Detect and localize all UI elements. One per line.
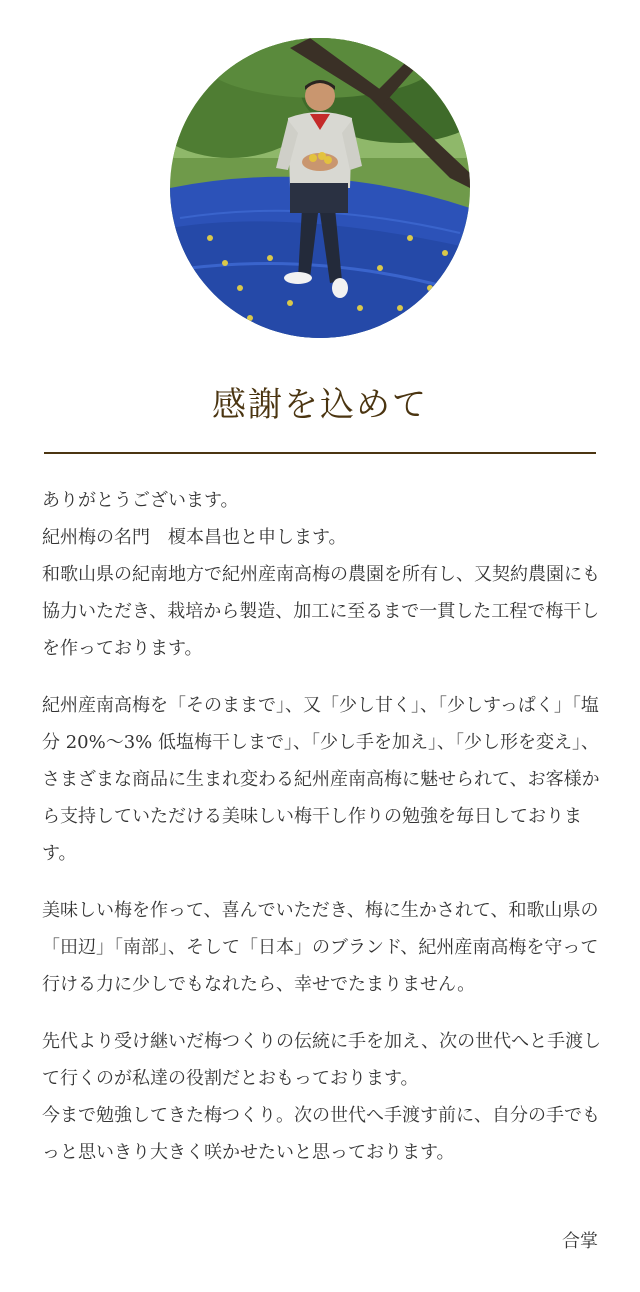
paragraph-line: 紀州産南高梅を「そのままで」、又「少し甘く」、「少しすっぱく」「塩分 20%〜3% 低塩梅干しまで」、「少し手を加え」、「少し形を変え」、さまざまな商品に生まれ変わる紀州産南高梅に魅せられて、お客様から支持していただける美味しい梅干し作りの勉強を毎日しております。	[42, 695, 600, 864]
paragraph-line: 和歌山県の紀南地方で紀州産南高梅の農園を所有し、又契約農園にも協力いただき、栽培から製造、加工に至るまで一貫した工程で梅干しを作っております。	[42, 564, 600, 659]
message-body	[42, 482, 602, 1171]
farmer-portrait-photo	[170, 38, 470, 338]
closing-signature: 合掌	[562, 1231, 598, 1252]
paragraph-line: 紀州梅の名門 榎本昌也と申します。	[42, 527, 347, 548]
page-title: 感謝を込めて	[212, 385, 428, 425]
title-divider	[44, 452, 596, 454]
paragraph-line: ありがとうございます。	[42, 490, 239, 511]
paragraph-line: 今まで勉強してきた梅つくり。次の世代へ手渡す前に、自分の手でもっと思いきり大きく咲かせたいと思っております。	[42, 1105, 600, 1163]
paragraph-line: 先代より受け継いだ梅つくりの伝統に手を加え、次の世代へと手渡して行くのが私達の役割だとおもっております。	[42, 1031, 602, 1089]
paragraph-line: 美味しい梅を作って、喜んでいただき、梅に生かされて、和歌山県の「田辺」「南部」、そして「日本」のブランド、紀州産南高梅を守って行ける力に少しでもなれたら、幸せでたまりません。	[42, 900, 599, 995]
